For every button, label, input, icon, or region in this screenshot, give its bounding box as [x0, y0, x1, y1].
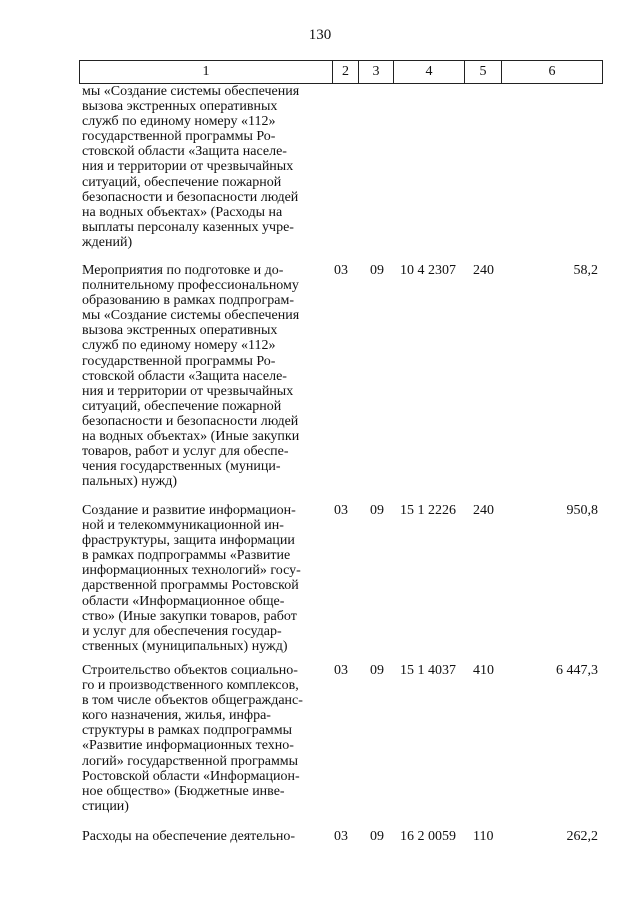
row-description: мы «Создание системы обеспечения вызова экстренных оперативных служб по единому номеру «112» государственной программы Ро- стовской области «Защита населе- ния и территории от чрезвычайных ситуаций, обеспечение пожарной безопасности и безопасности людей на водных объектах» (Расходы на выплаты персоналу казенных учре- ждений) — [82, 84, 300, 250]
row-description: Создание и развитие информацион- ной и телекоммуникационной ин- фраструктуры, защита информации в рамках подпрограммы «Развитие информационных технологий» госу- дарственной программы Ростовской области «Информационное обще- ство» (Иные закупки товаров, работ и услуг для обеспечения государ- ственных (муниципальных) нужд) — [82, 503, 301, 654]
header-row — [80, 61, 603, 84]
amount: 6 447,3 — [556, 663, 598, 678]
row-description: Строительство объектов социально- го и производственного комплексов, в том числе объектов общегражданс- кого назначения, жилья, инфра- структуры в рамках подпрограммы «Развитие информационных техно- логий» государственной программы Ростовской области «Информацион- ное общество» (Бюджетные инве- стиции) — [82, 663, 303, 814]
expense-type-code: 240 — [473, 263, 494, 278]
header-col-1: 1 — [80, 61, 333, 84]
subsection-code: 09 — [370, 503, 384, 518]
header-col-2: 2 — [333, 61, 359, 84]
header-col-5: 5 — [465, 61, 502, 84]
amount: 262,2 — [566, 829, 598, 844]
row-description: Расходы на обеспечение деятельно- — [82, 829, 295, 844]
target-article-code: 15 1 4037 — [400, 663, 456, 678]
amount: 58,2 — [573, 263, 598, 278]
section-code: 03 — [334, 503, 348, 518]
header-col-6: 6 — [502, 61, 603, 84]
page-number: 130 — [308, 27, 332, 43]
section-code: 03 — [334, 663, 348, 678]
amount: 950,8 — [566, 503, 598, 518]
subsection-code: 09 — [370, 263, 384, 278]
target-article-code: 16 2 0059 — [400, 829, 456, 844]
subsection-code: 09 — [370, 663, 384, 678]
expense-type-code: 410 — [473, 663, 494, 678]
subsection-code: 09 — [370, 829, 384, 844]
section-code: 03 — [334, 829, 348, 844]
section-code: 03 — [334, 263, 348, 278]
expense-type-code: 110 — [473, 829, 494, 844]
target-article-code: 10 4 2307 — [400, 263, 456, 278]
table-header — [79, 60, 603, 84]
target-article-code: 15 1 2226 — [400, 503, 456, 518]
header-col-4: 4 — [394, 61, 465, 84]
expense-type-code: 240 — [473, 503, 494, 518]
row-description: Мероприятия по подготовке и до- полнительному профессиональному образованию в рамках подпрограм- мы «Создание системы обеспечения вызова экстренных оперативных служб по единому номеру «112» государственной программы Ро- стовской области «Защита населе- ния и территории от чрезвычайных ситуаций, обеспечение пожарной безопасности и безопасности людей на водных объектах» (Иные закупки товаров, работ и услуг для обеспе- чения государственных (муници- пальных) нужд) — [82, 263, 300, 490]
header-col-3: 3 — [359, 61, 394, 84]
